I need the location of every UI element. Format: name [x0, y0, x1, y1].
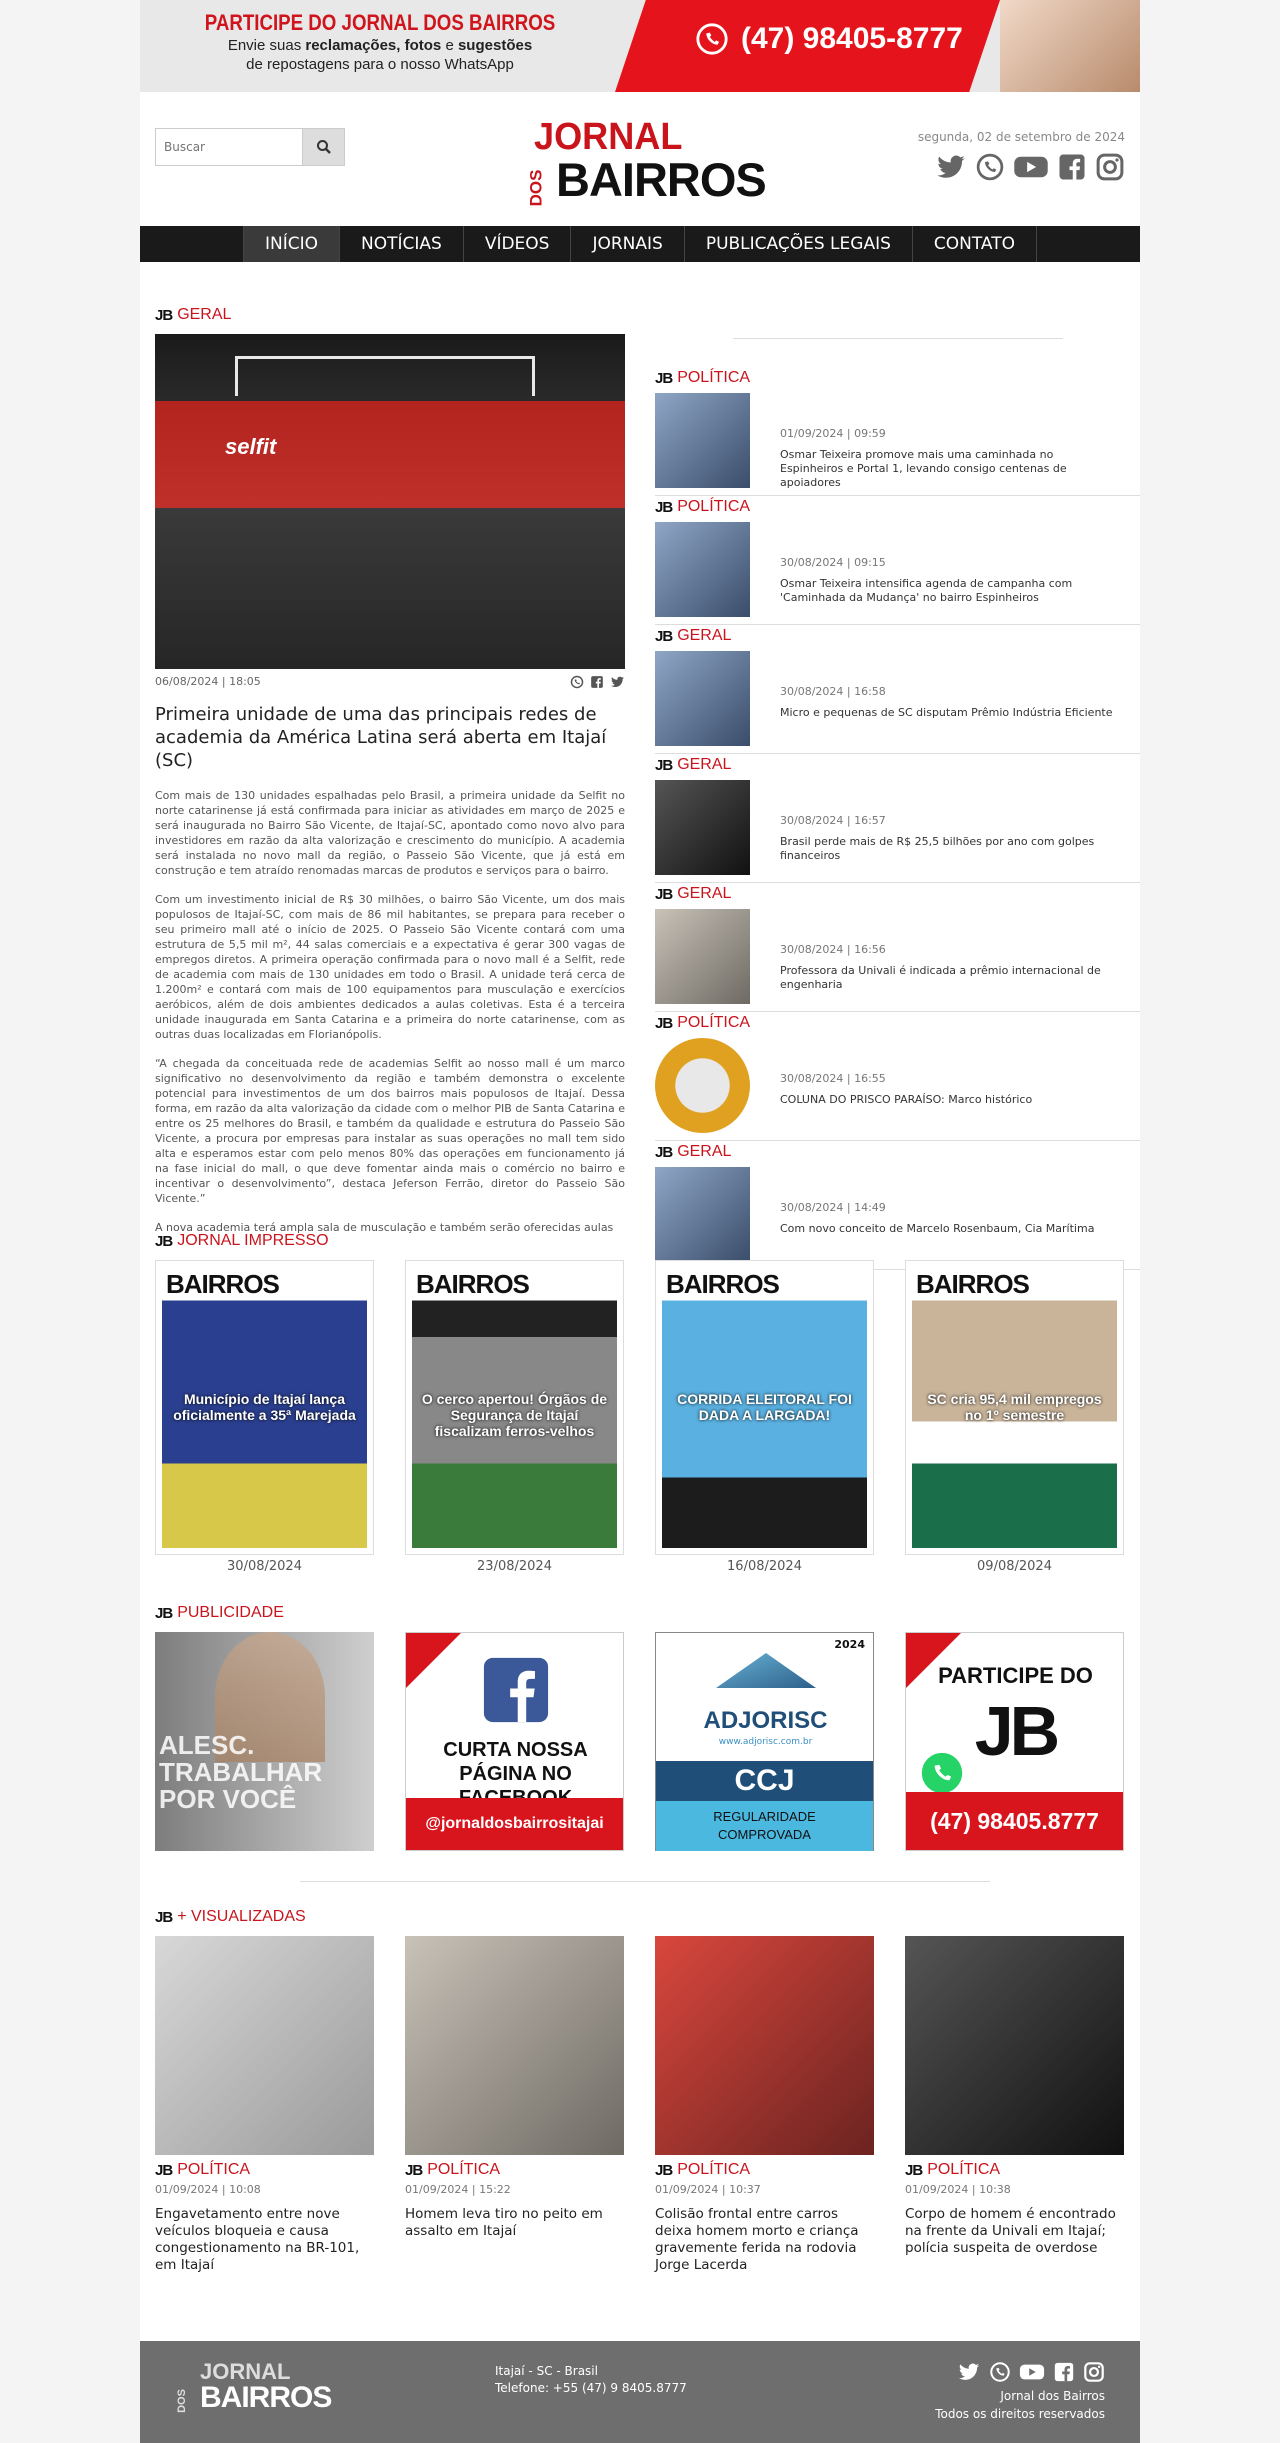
item-category[interactable]: JB POLÍTICA: [655, 369, 751, 387]
most-viewed-card[interactable]: [405, 1936, 624, 2274]
most-viewed-card[interactable]: [655, 1936, 874, 2274]
search-input[interactable]: [156, 129, 302, 165]
instagram-icon[interactable]: [1095, 152, 1125, 182]
item-date: 30/08/2024 | 14:49: [780, 1201, 886, 1214]
cover-date: 09/08/2024: [977, 1559, 1052, 1574]
page: [140, 0, 1140, 2443]
share-icons: [570, 675, 625, 689]
nav-videos[interactable]: VÍDEOS: [464, 226, 572, 262]
whatsapp-icon[interactable]: [989, 2361, 1011, 2383]
item-date: 30/08/2024 | 09:15: [780, 556, 886, 569]
card-title[interactable]: Engavetamento entre nove veículos bloqueia e causa congestionamento na BR-101, em Itajaí: [155, 2206, 360, 2273]
article-image[interactable]: selfit: [155, 334, 625, 669]
item-title[interactable]: Com novo conceito de Marcelo Rosenbaum, Cia Marítima: [780, 1222, 1095, 1235]
latest-news-list: [655, 338, 1140, 1235]
item-thumbnail[interactable]: [655, 909, 750, 1004]
whatsapp-icon[interactable]: [570, 675, 584, 689]
cover-image[interactable]: BAIRROS Município de Itajaí lança oficialmente a 35ª Marejada: [155, 1260, 374, 1555]
card-category[interactable]: JB POLÍTICA: [155, 2161, 251, 2179]
ad-participe-jb[interactable]: PARTICIPE DO JB (47) 98405.8777: [905, 1632, 1124, 1851]
card-date: 01/09/2024 | 10:08: [155, 2183, 261, 2196]
footer-site-name: Jornal dos Bairros: [1000, 2389, 1105, 2403]
search-box: [155, 128, 345, 166]
current-date: segunda, 02 de setembro de 2024: [917, 130, 1125, 144]
footer-phone: Telefone: +55 (47) 9 8405.8777: [495, 2381, 687, 2395]
footer-social-icons: [935, 2361, 1105, 2383]
list-item[interactable]: [655, 883, 1140, 1012]
nav-jornais[interactable]: JORNAIS: [571, 226, 684, 262]
newspaper-cover[interactable]: [655, 1260, 874, 1574]
card-date: 01/09/2024 | 10:38: [905, 2183, 1011, 2196]
list-item[interactable]: [655, 367, 1140, 496]
cover-headline: SC cria 95,4 mil empregos no 1º semestre: [927, 1390, 1102, 1423]
article-category[interactable]: JB GERAL: [155, 306, 232, 324]
cover-headline: CORRIDA ELEITORAL FOI DADA A LARGADA!: [677, 1390, 852, 1423]
list-item[interactable]: [655, 1012, 1140, 1141]
banner-title: PARTICIPE DO JORNAL DOS BAIRROS: [204, 10, 556, 35]
facebook-icon[interactable]: [1057, 152, 1087, 182]
item-title[interactable]: Osmar Teixeira intensifica agenda de campanha com 'Caminhada da Mudança' no bairro Espinheiros: [780, 577, 1073, 604]
whatsapp-icon: [920, 1751, 964, 1795]
section-heading: JB PUBLICIDADE: [155, 1604, 284, 1622]
item-date: 30/08/2024 | 16:57: [780, 814, 886, 827]
most-viewed-section: [155, 1908, 1125, 2274]
facebook-icon[interactable]: [590, 675, 604, 689]
item-title[interactable]: Brasil perde mais de R$ 25,5 bilhões por ano com golpes financeiros: [780, 835, 1095, 862]
item-thumbnail[interactable]: [655, 651, 750, 746]
youtube-icon[interactable]: [1019, 2361, 1045, 2383]
card-category[interactable]: JB POLÍTICA: [405, 2161, 501, 2179]
item-date: 30/08/2024 | 16:58: [780, 685, 886, 698]
most-viewed-card[interactable]: [905, 1936, 1124, 2274]
most-viewed-card[interactable]: [155, 1936, 374, 2274]
item-category[interactable]: JB GERAL: [655, 756, 732, 774]
cover-headline: O cerco apertou! Órgãos de Segurança de Itajaí fiscalizam ferros-velhos: [421, 1390, 608, 1439]
facebook-icon: [481, 1655, 551, 1725]
card-title[interactable]: Homem leva tiro no peito em assalto em Itajaí: [405, 2206, 603, 2239]
youtube-icon[interactable]: [1013, 152, 1049, 182]
twitter-icon[interactable]: [610, 675, 625, 689]
featured-article: [155, 306, 625, 1298]
card-image[interactable]: [655, 1936, 874, 2155]
search-icon: [316, 139, 332, 155]
footer-logo[interactable]: JORNAL DOS BAIRROS: [175, 2359, 332, 2414]
item-thumbnail[interactable]: [655, 780, 750, 875]
item-title[interactable]: Osmar Teixeira promove mais uma caminhada no Espinheiros e Portal 1, levando consigo centenas de apoiadores: [780, 448, 1067, 489]
whatsapp-icon[interactable]: [975, 152, 1005, 182]
banner-hand-phone-image: [1000, 0, 1140, 92]
card-image[interactable]: [905, 1936, 1124, 2155]
card-image[interactable]: [155, 1936, 374, 2155]
divider: [300, 1881, 990, 1882]
twitter-icon[interactable]: [957, 2361, 981, 2383]
item-category[interactable]: JB GERAL: [655, 627, 732, 645]
advertising-section: [155, 1604, 1125, 1851]
card-category[interactable]: JB POLÍTICA: [905, 2161, 1001, 2179]
cover-image[interactable]: BAIRROS O cerco apertou! Órgãos de Segurança de Itajaí fiscalizam ferros-velhos: [405, 1260, 624, 1555]
card-date: 01/09/2024 | 15:22: [405, 2183, 511, 2196]
instagram-icon[interactable]: [1083, 2361, 1105, 2383]
cover-image[interactable]: BAIRROS CORRIDA ELEITORAL FOI DADA A LARGADA!: [655, 1260, 874, 1555]
banner-phone: (47) 98405-8777: [695, 22, 963, 56]
item-category[interactable]: JB GERAL: [655, 885, 732, 903]
newspaper-cover[interactable]: [905, 1260, 1124, 1574]
list-item[interactable]: [655, 754, 1140, 883]
cover-date: 23/08/2024: [477, 1559, 552, 1574]
item-thumbnail[interactable]: [655, 393, 750, 488]
item-date: 30/08/2024 | 16:56: [780, 943, 886, 956]
whatsapp-icon: [695, 22, 729, 56]
section-heading: JB + VISUALIZADAS: [155, 1908, 306, 1926]
banner-text: PARTICIPE DO JORNAL DOS BAIRROS Envie suas reclamações, fotos e sugestões de repostagens para o nosso WhatsApp: [140, 0, 620, 92]
item-category[interactable]: JB GERAL: [655, 1143, 732, 1161]
footer-city: Itajaí - SC - Brasil: [495, 2364, 598, 2378]
item-category[interactable]: JB POLÍTICA: [655, 498, 751, 516]
twitter-icon[interactable]: [935, 152, 967, 182]
search-button[interactable]: [302, 129, 344, 165]
newspaper-cover[interactable]: [155, 1260, 374, 1574]
card-image[interactable]: [405, 1936, 624, 2155]
card-title[interactable]: Corpo de homem é encontrado na frente da Univali em Itajaí; polícia suspeita de overdose: [905, 2206, 1116, 2256]
cover-image[interactable]: BAIRROS SC cria 95,4 mil empregos no 1º semestre: [905, 1260, 1124, 1555]
article-date: 06/08/2024 | 18:05: [155, 675, 261, 688]
nav-noticias[interactable]: NOTÍCIAS: [340, 226, 464, 262]
ad-alesc[interactable]: ALESC. TRABALHAR POR VOCÊ: [155, 1632, 374, 1851]
nav-inicio[interactable]: INÍCIO: [243, 226, 340, 262]
item-title[interactable]: Micro e pequenas de SC disputam Prêmio Indústria Eficiente: [780, 706, 1113, 719]
nav-contato[interactable]: CONTATO: [913, 226, 1037, 262]
header-social-icons: [935, 152, 1125, 182]
main-nav: [140, 226, 1140, 262]
section-heading: JB JORNAL IMPRESSO: [155, 1232, 329, 1250]
card-date: 01/09/2024 | 10:37: [655, 2183, 761, 2196]
item-thumbnail[interactable]: [655, 1038, 750, 1133]
item-category[interactable]: JB POLÍTICA: [655, 1014, 751, 1032]
footer-rights: Todos os direitos reservados: [935, 2407, 1105, 2421]
item-title[interactable]: Professora da Univali é indicada a prêmio internacional de engenharia: [780, 964, 1101, 991]
ad-facebook[interactable]: CURTA NOSSA PÁGINA NO @jornaldosbairrositajai: [405, 1632, 624, 1851]
site-logo[interactable]: JORNAL DOS BAIRROS: [526, 116, 766, 207]
cover-headline: Município de Itajaí lança oficialmente a 35ª Marejada: [173, 1390, 356, 1423]
whatsapp-banner[interactable]: [140, 0, 1140, 92]
nav-publicacoes-legais[interactable]: PUBLICAÇÕES LEGAIS: [685, 226, 913, 262]
facebook-icon[interactable]: [1053, 2361, 1075, 2383]
ad-adjorisc[interactable]: 2024 ADJORISC www.adjorisc.com.br CCJ REGULARIDADE COMPROVADA: [655, 1632, 874, 1851]
list-item[interactable]: [655, 496, 1140, 625]
cover-date: 16/08/2024: [727, 1559, 802, 1574]
article-body: Com mais de 130 unidades espalhadas pelo Brasil, a primeira unidade da Selfit no norte catarinense já está confirmada para iniciar as atividades em março de 2025 e será inaugurada no Bairro São Vicente, de Itajaí-SC, apontado como novo alvo para investidores em razão da alta valorização e crescimento do município. A academia será instalada no novo mall da região, o Passeio São Vicente, que já está em construção e tem atraído renomadas marcas de produtos e serviços para o bairro. Com um investimento inicial de R$ 30 milhões, o bairro São Vicente, um dos mais populosos de Itajaí-SC, com mais de 86 mil habitantes, se prepara para receber o seu primeiro mall até o início de 2025. O Passeio São Vicente contará com uma estrutura de 5,5 mil m², 44 salas comerciais e a expectativa é gerar 300 vagas de empregos diretos. A primeira operação confirmada para o novo mall é a Selfit, rede de academia com mais de 130 unidades em todo o Brasil. A unidade terá cerca de 1.200m² e contará com mais de 100 equipamentos para musculação e exercícios aeróbicos, além de dois ambientes dedicados a aulas coletivas. Esta é a terceira unidade inaugurada em Santa Catarina e a primeira do norte catarinense, com as outras duas localizadas em Florianópolis. “A chegada da conceituada rede de academias Selfit ao nosso mall é um marco significativo no desenvolvimento da região e também demonstra o excelente potencial para investimentos de um dos bairros mais populosos de Itajaí. Dessa forma, em razão da alta valorização da cidade com o melhor PIB de Santa Catarina e entre os 25 melhores do Brasil, e também da qualidade e estrutura do Passeio São Vicente, a procura por empresas para instalar as suas operações no mall tem sido alta e esperamos estar com pelo menos 80% das operações em funcionamento já na fase inicial do mall, o que deve fomentar ainda mais o comércio no bairro e incentivar o desenvolvimento”, destaca Jeferson Ferrão, diretor do Passeio São Vicente.” A nova academia terá ampla sala de musculação e também serão oferecidas aulas: [155, 789, 625, 1234]
item-date: 30/08/2024 | 16:55: [780, 1072, 886, 1085]
printed-editions-section: [155, 1232, 1125, 1574]
divider: [733, 338, 1063, 339]
card-category[interactable]: JB POLÍTICA: [655, 2161, 751, 2179]
cover-date: 30/08/2024: [227, 1559, 302, 1574]
item-title[interactable]: COLUNA DO PRISCO PARAÍSO: Marco histórico: [780, 1093, 1033, 1106]
item-date: 01/09/2024 | 09:59: [780, 427, 886, 440]
article-title[interactable]: Primeira unidade de uma das principais redes de academia da América Latina será aberta em Itajaí (SC): [155, 704, 607, 771]
site-footer: [140, 2341, 1140, 2443]
newspaper-cover[interactable]: [405, 1260, 624, 1574]
card-title[interactable]: Colisão frontal entre carros deixa homem morto e criança gravemente ferida na rodovia Jorge Lacerda: [655, 2206, 859, 2273]
list-item[interactable]: [655, 625, 1140, 754]
item-thumbnail[interactable]: [655, 522, 750, 617]
